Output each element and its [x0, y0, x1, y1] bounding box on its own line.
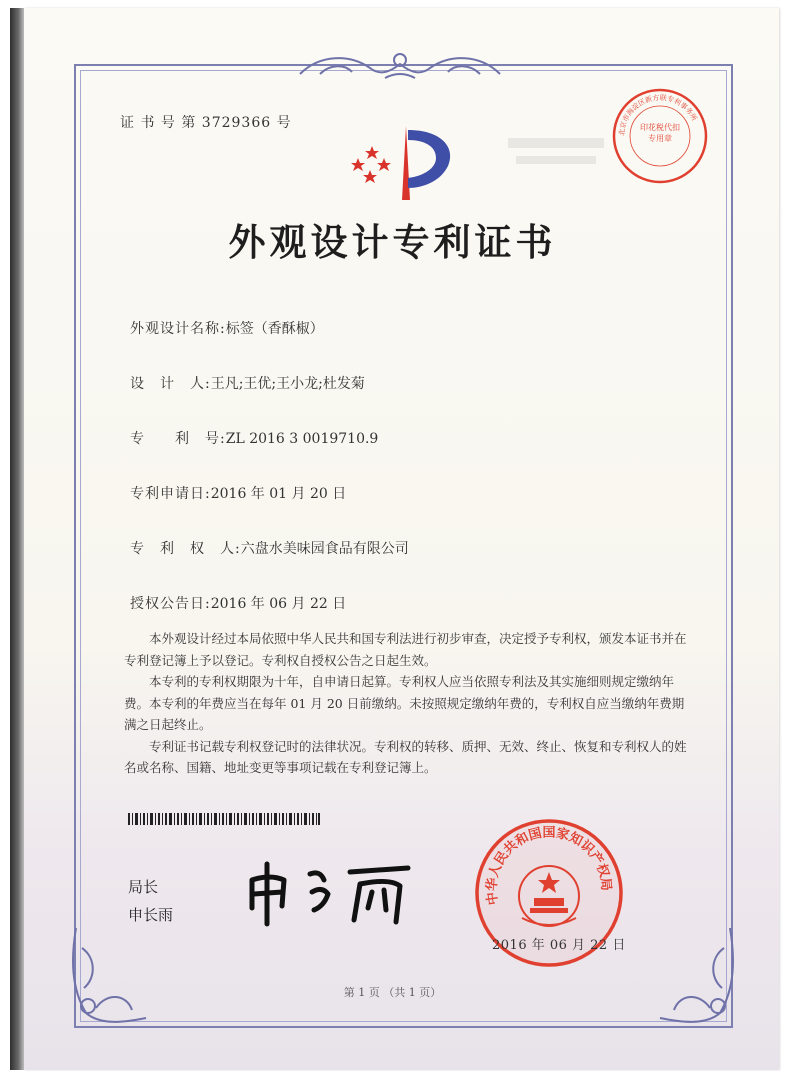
top-scroll-ornament	[290, 46, 510, 86]
director-name: 申长雨	[128, 906, 174, 924]
field-value: 2016 年 01 月 20 日	[210, 486, 347, 502]
body-paragraph: 专利证书记载专利权登记时的法律状况。专利权的转移、质押、无效、终止、恢复和专利权人的姓名或名称、国籍、地址变更等事项记载在专利登记簿上。	[124, 738, 687, 775]
official-seal-text: 中华人民共和国国家知识产权局	[484, 825, 614, 906]
body-paragraph: 本专利的专利权期限为十年，自申请日起算。专利权人应当依照专利法及其实施细则规定缴纳年费。本专利的年费应当在每年 01 月 20 日前缴纳。未按照规定缴纳年费的，专利权自应当缴纳年费期满之日起终止。	[124, 674, 685, 732]
field-value: 2016 年 06 月 22 日	[210, 596, 347, 612]
faded-watermark	[508, 132, 604, 172]
certificate-number: 证 书 号 第 3729366 号	[120, 115, 292, 131]
agency-tax-seal	[610, 86, 710, 186]
seal-date: 2016 年 06 月 22 日	[492, 938, 626, 953]
barcode	[128, 813, 320, 825]
field-designers	[130, 373, 365, 393]
field-label: 专利申请日:	[130, 486, 211, 502]
certificate-title: 外观设计专利证书	[228, 220, 557, 264]
field-application-date	[130, 483, 346, 503]
director-signature	[240, 850, 420, 930]
binder-spine	[10, 8, 24, 1070]
field-label: 专 利 权 人:	[130, 541, 241, 557]
agency-seal-center-text: 印花税代扣专用章	[640, 123, 680, 143]
agency-seal-text: 北京市海淀区新方联专利事务所	[617, 93, 699, 137]
bottom-right-corner-ornament	[650, 918, 740, 1028]
field-value: 标签（香酥椒）	[225, 321, 324, 337]
field-label: 设 计 人:	[130, 376, 211, 392]
field-value: ZL 2016 3 0019710.9	[225, 431, 379, 447]
field-value: 王凡;王优;王小龙;杜发菊	[210, 376, 365, 392]
director-title: 局长	[128, 878, 159, 896]
field-value: 六盘水美味园食品有限公司	[240, 541, 409, 557]
field-design-name	[130, 318, 324, 338]
body-paragraph: 本外观设计经过本局依照中华人民共和国专利法进行初步审查，决定授予专利权，颁发本证书并在专利登记簿上予以登记。专利权自授权公告之日起生效。	[124, 631, 687, 668]
certificate-body	[124, 628, 696, 779]
bottom-left-corner-ornament	[66, 918, 156, 1028]
page-number: 第 1 页 （共 1 页）	[343, 986, 442, 999]
field-label: 外观设计名称:	[130, 321, 226, 337]
field-grant-date	[130, 593, 346, 613]
field-label: 专 利 号:	[130, 431, 226, 447]
field-patent-number	[130, 428, 378, 448]
field-label: 授权公告日:	[130, 596, 211, 612]
field-patentee	[130, 538, 409, 558]
patent-office-logo	[344, 118, 462, 208]
